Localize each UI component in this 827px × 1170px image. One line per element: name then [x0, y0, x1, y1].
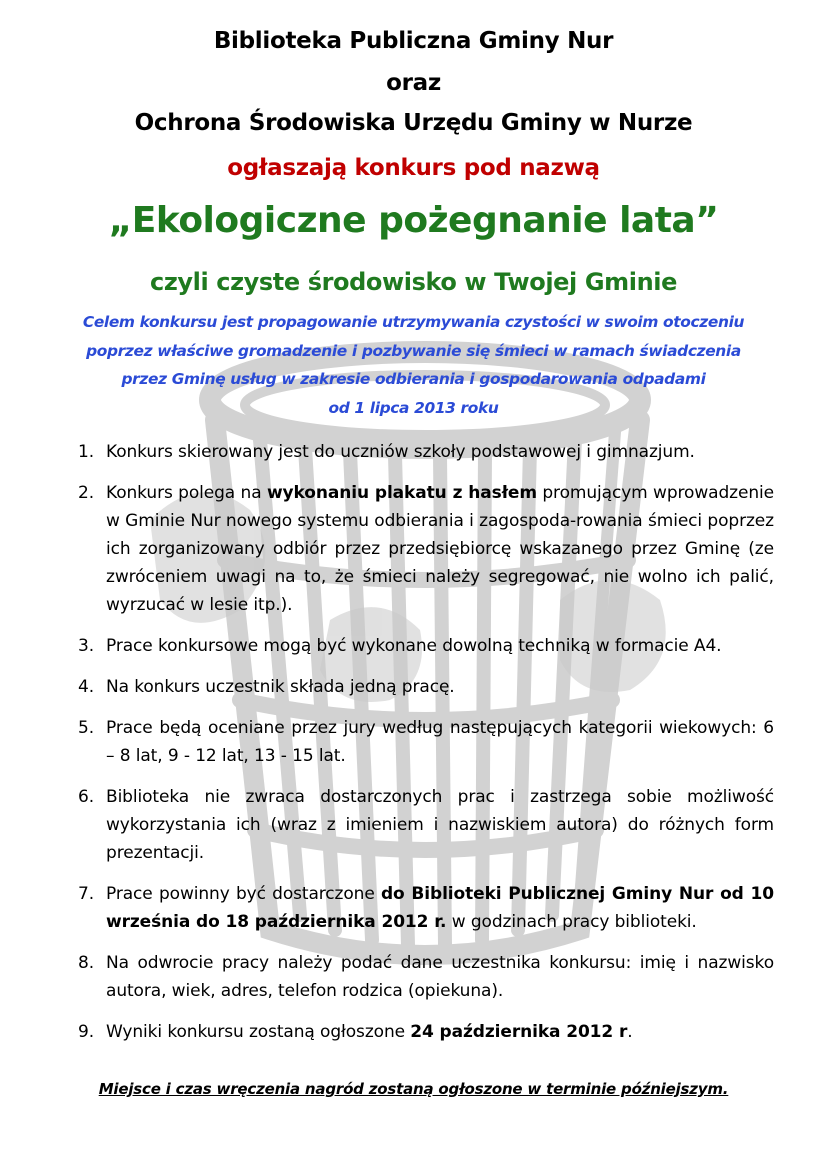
rule-number: 6. [78, 787, 95, 807]
rule-number: 5. [78, 718, 95, 738]
rule-text-bold: 24 października 2012 r [410, 1022, 628, 1042]
rule-number: 2. [78, 483, 95, 503]
award-note: Miejsce i czas wręczenia nagród zostaną ogłoszone w terminie późniejszym. [98, 1080, 729, 1098]
rule-item [78, 949, 774, 1005]
rule-number: 7. [78, 884, 95, 904]
rule-text-bold: do Biblioteki Publicznej Gminy Nur od 10 września do 18 października 2012 r. [106, 884, 775, 932]
contest-goal [60, 308, 767, 422]
rule-number: 1. [78, 442, 95, 462]
rule-text: Na odwrocie pracy należy podać dane uczestnika konkursu: imię i nazwisko autora, wiek, adres, telefon rodzica (opiekuna). [106, 953, 774, 1001]
announcement-line: ogłaszają konkurs pod nazwą [227, 155, 600, 181]
rule-text-bold: wykonaniu plakatu z hasłem [266, 483, 537, 503]
organizer-line-1: Biblioteka Publiczna Gminy Nur [213, 28, 614, 54]
rule-number: 3. [78, 636, 95, 656]
rule-item [78, 880, 774, 936]
goal-line: Celem konkursu jest propagowanie utrzymywania czystości w swoim otoczeniu [82, 313, 745, 331]
rule-text: Prace powinny być dostarczone [106, 884, 381, 904]
organizer-conjunction: oraz [386, 70, 441, 96]
contest-title: „Ekologiczne pożegnanie lata” [108, 200, 719, 241]
rule-text: Prace będą oceniane przez jury według następujących kategorii wiekowych: 6 – 8 lat, 9 - 12 lat, 13 - 15 lat. [106, 718, 774, 766]
rule-number: 8. [78, 953, 95, 973]
rule-number: 9. [78, 1022, 95, 1042]
rule-number: 4. [78, 677, 95, 697]
rule-text: Biblioteka nie zwraca dostarczonych prac i zastrzega sobie możliwość wykorzystania ich (wraz z imieniem i nazwiskiem autora) do różnych form prezentacji. [106, 787, 774, 863]
rule-text: w godzinach pracy biblioteki. [446, 912, 697, 932]
rule-item [78, 1018, 774, 1046]
rule-text: Wyniki konkursu zostaną ogłoszone [106, 1022, 411, 1042]
goal-line: poprzez właściwe gromadzenie i pozbywanie się śmieci w ramach świadczenia [86, 341, 741, 360]
rule-text: Prace konkursowe mogą być wykonane dowolną techniką w formacie A4. [106, 636, 722, 656]
organizer-line-2: Ochrona Środowiska Urzędu Gminy w Nurze [134, 110, 693, 136]
rule-item [78, 673, 774, 701]
rule-item [78, 714, 774, 770]
rule-text: Na konkurs uczestnik składa jedną pracę. [106, 677, 455, 697]
rule-text: Konkurs skierowany jest do uczniów szkoły podstawowej i gimnazjum. [106, 442, 695, 462]
rule-item [78, 632, 774, 660]
goal-line: od 1 lipca 2013 roku [328, 398, 499, 417]
rule-text: Konkurs polega na [106, 483, 267, 503]
rules-list [78, 438, 774, 1059]
goal-line: przez Gminę usług w zakresie odbierania i gospodarowania odpadami [121, 370, 706, 388]
rule-item [78, 438, 774, 466]
contest-subtitle: czyli czyste środowisko w Twojej Gminie [150, 268, 677, 296]
rule-text: promującym wprowadzenie w Gminie Nur nowego systemu odbierania i zagospoda-rowania śmieci poprzez ich zorganizowany odbiór przez przedsiębiorcę wskazanego przez Gminę (ze zwróceniem uwagi na to, że śmieci należy segregować, nie wolno ich palić, wyrzucać w lesie itp.). [106, 483, 774, 615]
rule-text: . [627, 1022, 633, 1042]
rule-item [78, 479, 774, 619]
rule-item [78, 783, 774, 867]
